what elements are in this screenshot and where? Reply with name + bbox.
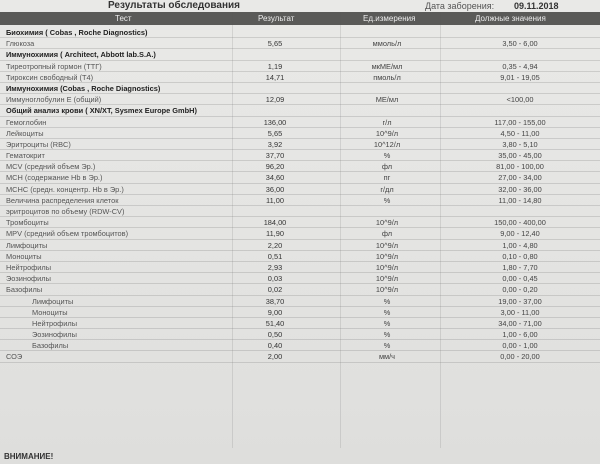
section-header-row bbox=[0, 105, 600, 116]
table-row bbox=[0, 240, 600, 251]
test-unit: 10^9/л bbox=[375, 262, 399, 272]
date-label: Дата заборения: bbox=[425, 1, 495, 11]
test-result: 0,03 bbox=[267, 274, 283, 284]
test-result: 184,00 bbox=[263, 218, 287, 228]
test-result: 38,70 bbox=[265, 296, 285, 306]
test-reference: 9,01 - 19,05 bbox=[500, 72, 540, 82]
test-unit: 10^9/л bbox=[375, 240, 399, 250]
test-reference: 3,00 - 11,00 bbox=[500, 307, 540, 317]
test-reference: 1,00 - 6,00 bbox=[502, 330, 538, 340]
test-reference: 0,00 - 0,20 bbox=[502, 285, 538, 295]
test-name: Эозинофилы bbox=[6, 274, 51, 284]
table-row bbox=[0, 139, 600, 150]
section-title: Биохимия ( Cobas , Roche Diagnostics) bbox=[6, 28, 148, 37]
test-result: 51,40 bbox=[265, 318, 285, 328]
test-unit: % bbox=[383, 330, 391, 340]
report-header bbox=[0, 0, 600, 12]
col-unit: Ед.измерения bbox=[363, 14, 416, 23]
section-header-row bbox=[0, 27, 600, 38]
table-row bbox=[0, 72, 600, 83]
table-row bbox=[0, 117, 600, 128]
table-row bbox=[0, 38, 600, 49]
test-unit: МЕ/мл bbox=[375, 95, 399, 105]
test-reference: 35,00 - 45,00 bbox=[498, 151, 542, 161]
test-name: Гематокрит bbox=[6, 151, 45, 161]
test-name: Базофилы bbox=[32, 341, 69, 351]
test-result: 0,51 bbox=[267, 251, 283, 261]
test-name: Глюкоза bbox=[6, 39, 35, 49]
section-title: Иммунохимия ( Architect, Abbott lab.S.A.) bbox=[6, 50, 156, 60]
test-name: Гемоглобин bbox=[6, 117, 47, 127]
test-name: Нейтрофилы bbox=[6, 262, 52, 272]
test-unit: 10^9/л bbox=[375, 285, 399, 295]
col-reference: Должные значения bbox=[475, 14, 546, 23]
test-reference: 1,80 - 7,70 bbox=[502, 262, 538, 272]
table-row bbox=[0, 94, 600, 105]
test-reference: 117,00 - 155,00 bbox=[494, 117, 546, 127]
test-name: Моноциты bbox=[32, 307, 68, 317]
table-row bbox=[0, 184, 600, 195]
table-row bbox=[0, 172, 600, 183]
test-reference: 150,00 - 400,00 bbox=[494, 218, 546, 228]
test-unit: г/дл bbox=[380, 184, 394, 194]
test-name: Нейтрофилы bbox=[32, 318, 78, 328]
test-reference: 0,35 - 4,94 bbox=[502, 61, 538, 71]
test-name: Тироксин свободный (Т4) bbox=[6, 72, 94, 82]
test-reference: 4,50 - 11,00 bbox=[500, 128, 540, 138]
table-row bbox=[0, 206, 600, 217]
section-title: Иммунохимия (Cobas , Roche Diagnostics) bbox=[6, 83, 161, 93]
report-title: Результаты обследования bbox=[108, 0, 240, 11]
table-row bbox=[0, 329, 600, 340]
table-row bbox=[0, 195, 600, 206]
test-result: 14,71 bbox=[265, 72, 285, 82]
report-date: 09.11.2018 bbox=[514, 1, 559, 11]
test-unit: фл bbox=[381, 229, 393, 239]
test-unit: 10^12/л bbox=[373, 139, 401, 149]
table-row bbox=[0, 262, 600, 273]
test-unit: г/л bbox=[382, 117, 392, 127]
test-unit: пмоль/л bbox=[373, 72, 401, 82]
results-table bbox=[0, 27, 600, 363]
test-unit: % bbox=[383, 341, 391, 351]
test-name: Моноциты bbox=[6, 251, 42, 261]
test-unit: 10^9/л bbox=[375, 128, 399, 138]
table-row bbox=[0, 351, 600, 362]
test-unit: 10^9/л bbox=[375, 274, 399, 284]
table-row bbox=[0, 128, 600, 139]
section-header-row bbox=[0, 49, 600, 60]
test-name: Эозинофилы bbox=[32, 330, 77, 340]
test-unit: % bbox=[383, 296, 391, 306]
test-reference: 1,00 - 4,80 bbox=[502, 240, 538, 250]
col-result: Результат bbox=[258, 14, 295, 23]
test-name: СОЭ bbox=[6, 352, 23, 362]
test-result: 36,00 bbox=[265, 184, 285, 194]
table-row bbox=[0, 307, 600, 318]
test-unit: ммоль/л bbox=[372, 39, 402, 49]
col-test: Тест bbox=[115, 14, 132, 23]
test-name: Лимфоциты bbox=[32, 296, 74, 306]
test-name: MCHC (средн. концентр. Hb в Эр.) bbox=[6, 184, 124, 194]
test-result: 34,60 bbox=[265, 173, 285, 183]
test-unit: % bbox=[383, 151, 391, 161]
test-result: 96,20 bbox=[265, 162, 285, 172]
test-result: 11,00 bbox=[266, 195, 284, 205]
table-row bbox=[0, 217, 600, 228]
test-name: MCH (содержание Hb в Эр.) bbox=[6, 173, 103, 183]
test-reference: <100,00 bbox=[506, 95, 534, 105]
test-reference: 81,00 - 100,00 bbox=[496, 162, 544, 172]
test-name: Величина распределения клеток bbox=[6, 195, 119, 205]
test-reference: 0,10 - 0,80 bbox=[502, 251, 538, 261]
test-name: Тромбоциты bbox=[6, 218, 49, 228]
test-reference: 0,00 - 0,45 bbox=[502, 274, 538, 284]
test-unit: % bbox=[383, 318, 391, 328]
test-reference: 27,00 - 34,00 bbox=[498, 173, 542, 183]
test-reference: 3,80 - 5,10 bbox=[502, 139, 538, 149]
section-title: Общий анализ крови ( XN/XT, Sysmex Europe GmbH) bbox=[6, 106, 197, 116]
table-row bbox=[0, 61, 600, 72]
test-unit: фл bbox=[381, 162, 393, 172]
test-result: 5,65 bbox=[267, 128, 283, 138]
section-header-row bbox=[0, 83, 600, 94]
test-name: эритроцитов по объему (RDW-CV) bbox=[6, 207, 125, 216]
test-result: 2,93 bbox=[267, 262, 283, 272]
test-reference: 19,00 - 37,00 bbox=[498, 296, 542, 306]
test-unit: мкМЕ/мл bbox=[371, 61, 403, 71]
table-row bbox=[0, 150, 600, 161]
test-result: 2,00 bbox=[267, 352, 283, 362]
table-row bbox=[0, 284, 600, 295]
test-name: Иммуноглобулин Е (общий) bbox=[6, 95, 102, 105]
test-result: 136,00 bbox=[263, 117, 287, 127]
test-reference: 11,00 - 14,80 bbox=[498, 195, 542, 205]
test-name: Лейкоциты bbox=[6, 128, 44, 138]
test-unit: мм/ч bbox=[378, 352, 396, 362]
test-name: Базофилы bbox=[6, 285, 43, 295]
test-reference: 34,00 - 71,00 bbox=[498, 318, 542, 328]
test-result: 3,92 bbox=[267, 139, 283, 149]
table-row bbox=[0, 273, 600, 284]
test-result: 2,20 bbox=[267, 240, 283, 250]
test-result: 0,40 bbox=[267, 341, 283, 351]
test-reference: 0,00 - 20,00 bbox=[500, 352, 540, 362]
test-unit: 10^9/л bbox=[375, 218, 399, 228]
row-divider bbox=[0, 362, 600, 363]
test-unit: % bbox=[383, 195, 391, 205]
test-name: MPV (средний объем тромбоцитов) bbox=[6, 229, 129, 239]
test-result: 12,09 bbox=[265, 95, 285, 105]
test-name: Лимфоциты bbox=[6, 240, 48, 250]
table-row bbox=[0, 228, 600, 239]
test-reference: 3,50 - 6,00 bbox=[502, 39, 538, 49]
test-result: 9,00 bbox=[267, 307, 283, 317]
test-reference: 0,00 - 1,00 bbox=[502, 341, 538, 351]
test-name: Эритроциты (RBC) bbox=[6, 139, 71, 149]
test-name: MCV (средний объем Эр.) bbox=[6, 162, 96, 172]
test-result: 37,70 bbox=[265, 151, 285, 161]
table-row bbox=[0, 296, 600, 307]
test-reference: 9,00 - 12,40 bbox=[500, 229, 540, 239]
table-header bbox=[0, 12, 600, 25]
test-result: 1,19 bbox=[267, 61, 283, 71]
test-unit: 10^9/л bbox=[375, 251, 399, 261]
table-row bbox=[0, 251, 600, 262]
test-name: Тиреотропный гормон (ТТГ) bbox=[6, 61, 102, 71]
test-unit: пг bbox=[383, 173, 391, 183]
test-unit: % bbox=[383, 307, 391, 317]
test-result: 11,90 bbox=[266, 229, 284, 239]
table-row bbox=[0, 161, 600, 172]
test-result: 0,50 bbox=[267, 330, 283, 340]
warning-label: ВНИМАНИЕ! bbox=[4, 452, 54, 461]
footer bbox=[0, 448, 600, 464]
test-result: 0,02 bbox=[267, 285, 283, 295]
test-reference: 32,00 - 36,00 bbox=[498, 184, 542, 194]
table-row bbox=[0, 318, 600, 329]
table-row bbox=[0, 340, 600, 351]
test-result: 5,65 bbox=[267, 39, 283, 49]
